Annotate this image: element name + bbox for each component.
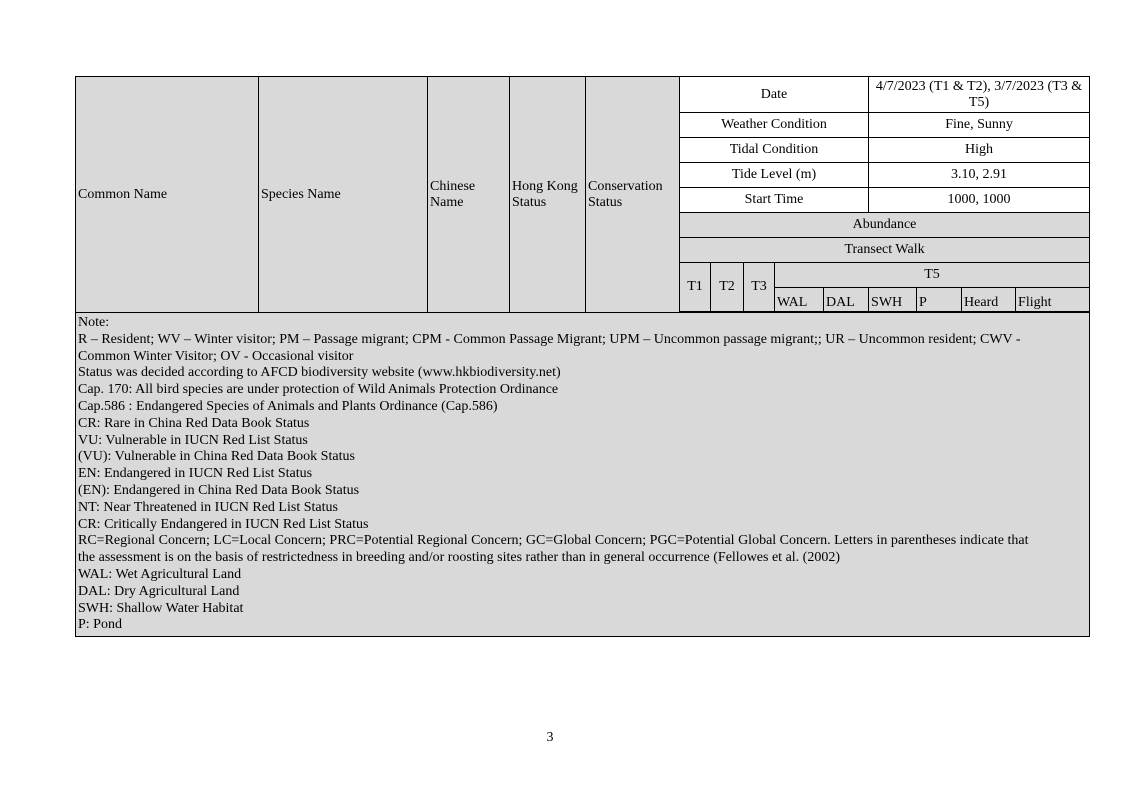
page-number: 3	[546, 730, 554, 745]
date-label: Date	[680, 77, 869, 113]
start-time-label: Start Time	[680, 188, 869, 213]
header-chinese-name: Chinese Name	[428, 77, 510, 313]
tidal-condition-value: High	[869, 138, 1090, 163]
note-line: the assessment is on the basis of restrictedness in breeding and/or roosting sites rather than in general occurrence (Fellowes et al. (2002)	[78, 550, 840, 566]
note-line: Status was decided according to AFCD biodiversity website (www.hkbiodiversity.net)	[78, 365, 561, 381]
weather-condition-value: Fine, Sunny	[869, 113, 1090, 138]
note-line: NT: Near Threatened in IUCN Red List Status	[78, 499, 338, 515]
weather-condition-label: Weather Condition	[680, 113, 869, 138]
note-line: VU: Vulnerable in IUCN Red List Status	[78, 432, 308, 448]
header-species-name: Species Name	[259, 77, 428, 313]
note-line: EN: Endangered in IUCN Red List Status	[78, 466, 313, 482]
note-line: R – Resident; WV – Winter visitor; PM – Passage migrant; CPM - Common Passage Migrant; UPM – Uncommon passage migrant;; UR – Uncommon resident; CWV -	[78, 331, 1021, 347]
t5-heard-header: Heard	[962, 288, 1016, 312]
t5-swh-header: SWH	[869, 288, 917, 312]
transect-walk-header: Transect Walk	[680, 238, 1090, 263]
tide-level-label: Tide Level (m)	[680, 163, 869, 188]
transect-t3-header: T3	[744, 263, 775, 312]
header-hong-kong-status: Hong Kong Status	[510, 77, 586, 313]
tide-level-value: 3.10, 2.91	[869, 163, 1090, 188]
note-line: Cap. 170: All bird species are under protection of Wild Animals Protection Ordinance	[78, 382, 559, 398]
note-line: CR: Rare in China Red Data Book Status	[78, 415, 310, 431]
t5-dal-header: DAL	[824, 288, 869, 312]
abundance-header: Abundance	[680, 213, 1090, 238]
t5-wal-header: WAL	[775, 288, 824, 312]
transect-t2-header: T2	[711, 263, 744, 312]
note-line: DAL: Dry Agricultural Land	[78, 583, 240, 599]
t5-p-header: P	[917, 288, 962, 312]
transect-t5-header: T5	[775, 263, 1090, 288]
header-common-name: Common Name	[76, 77, 259, 313]
transect-t1-header: T1	[680, 263, 711, 312]
note-line: (VU): Vulnerable in China Red Data Book Status	[78, 449, 355, 465]
t5-flight-header: Flight	[1016, 288, 1090, 312]
date-value: 4/7/2023 (T1 & T2), 3/7/2023 (T3 & T5)	[869, 77, 1090, 113]
start-time-value: 1000, 1000	[869, 188, 1090, 213]
note-line: SWH: Shallow Water Habitat	[78, 600, 244, 616]
note-line: Common Winter Visitor; OV - Occasional visitor	[78, 348, 354, 364]
note-line: P: Pond	[78, 617, 122, 633]
header-conservation-status: Conservation Status	[586, 77, 680, 313]
notes-cell	[76, 313, 1090, 637]
note-line: (EN): Endangered in China Red Data Book Status	[78, 482, 360, 498]
notes-title: Note:	[78, 315, 110, 330]
note-line: RC=Regional Concern; LC=Local Concern; PRC=Potential Regional Concern; GC=Global Concern; PGC=Potential Global Concern. Letters in parentheses indicate that	[78, 533, 1029, 549]
tidal-condition-label: Tidal Condition	[680, 138, 869, 163]
bird-survey-table	[75, 76, 1090, 637]
note-line: CR: Critically Endangered in IUCN Red List Status	[78, 516, 369, 532]
note-line: Cap.586 : Endangered Species of Animals and Plants Ordinance (Cap.586)	[78, 398, 498, 414]
note-line: WAL: Wet Agricultural Land	[78, 566, 242, 582]
